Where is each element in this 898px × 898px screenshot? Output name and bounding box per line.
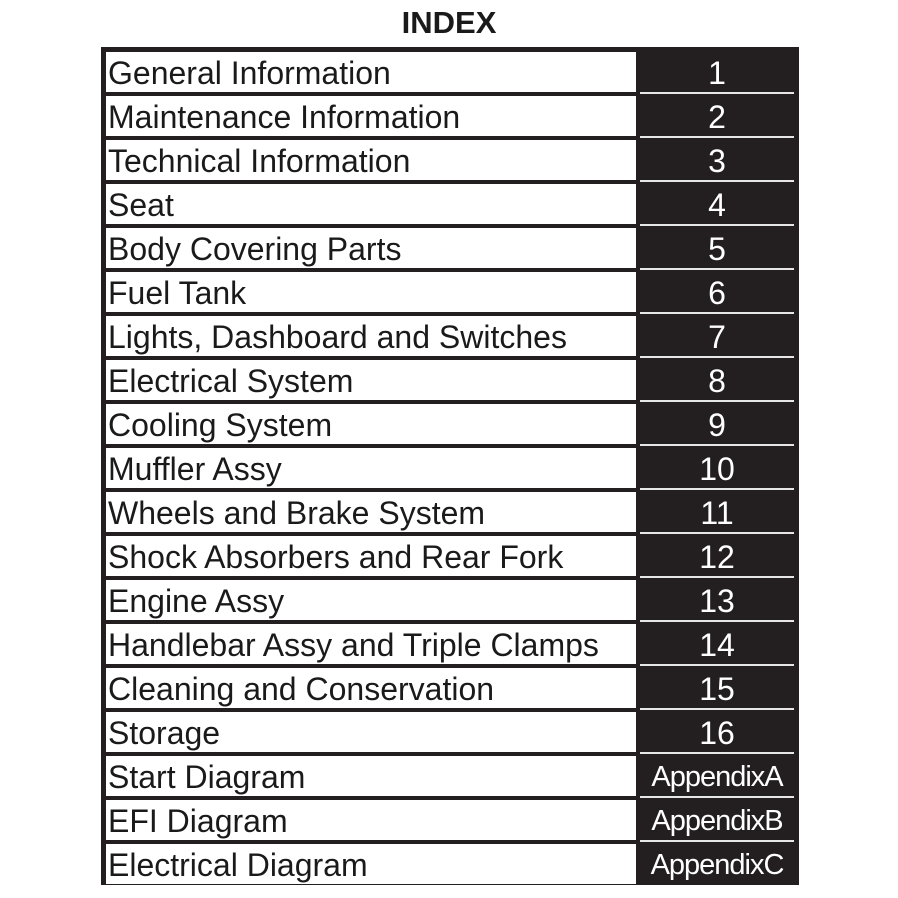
index-entry-label: Body Covering Parts [106,228,636,268]
index-row-fuel-tank[interactable] [106,272,799,316]
index-entry-label: Wheels and Brake System [106,492,636,532]
index-entry-number: 4 [640,184,794,226]
index-entry-number: 10 [640,448,794,490]
index-entry-number: AppendixC [650,849,784,881]
index-entry-number: 14 [640,624,794,666]
index-row-cleaning-conservation[interactable] [106,668,799,712]
index-entry-number: 11 [640,492,794,534]
index-row-muffler-assy[interactable] [106,448,799,492]
index-entry-number: 5 [640,228,794,270]
index-entry-label: Electrical Diagram [106,844,636,884]
index-entry-number: 15 [640,668,794,710]
index-row-technical-information[interactable] [106,140,799,184]
index-entry-label: Lights, Dashboard and Switches [106,316,636,356]
index-entry-number: 6 [640,272,794,314]
index-entry-label: Shock Absorbers and Rear Fork [106,536,636,576]
index-entry-label: Fuel Tank [106,272,636,312]
index-entry-label: Storage [106,712,636,752]
index-row-seat[interactable] [106,184,799,228]
index-entry-number: 9 [640,404,794,446]
index-entry-number: 2 [640,96,794,138]
index-entry-number: AppendixB [640,800,794,842]
index-row-start-diagram[interactable] [106,756,799,800]
index-entry-label: Technical Information [106,140,636,180]
index-entry-label: Start Diagram [106,756,636,796]
index-entry-label: Muffler Assy [106,448,636,488]
index-entry-label: EFI Diagram [106,800,636,840]
index-row-efi-diagram[interactable] [106,800,799,844]
index-entry-number: 3 [640,140,794,182]
page-title: INDEX [401,5,497,40]
index-row-shock-absorbers-rear-fork[interactable] [106,536,799,580]
index-row-wheels-brake-system[interactable] [106,492,799,536]
index-row-cooling-system[interactable] [106,404,799,448]
index-entry-number: 12 [640,536,794,578]
index-entry-number: 8 [640,360,794,402]
index-table [101,47,799,885]
index-entry-label: Electrical System [106,360,636,400]
index-entry-label: Seat [106,184,636,224]
index-row-engine-assy[interactable] [106,580,799,624]
index-entry-number: 13 [640,580,794,622]
index-entry-label: Handlebar Assy and Triple Clamps [106,624,636,664]
index-row-body-covering-parts[interactable] [106,228,799,272]
index-row-electrical-system[interactable] [106,360,799,404]
index-entry-label: General Information [106,52,636,92]
index-entry-number: 7 [640,316,794,358]
index-entry-number: 1 [640,52,794,94]
index-entry-label: Engine Assy [106,580,636,620]
index-row-general-information[interactable] [106,52,799,96]
index-row-storage[interactable] [106,712,799,756]
index-entry-label: Maintenance Information [106,96,636,136]
index-row-electrical-diagram[interactable] [106,844,799,888]
index-row-lights-dashboard-switches[interactable] [106,316,799,360]
index-entry-number: 16 [640,712,794,754]
index-entry-number: AppendixA [640,756,794,798]
index-row-handlebar-assy-triple-clamps[interactable] [106,624,799,668]
index-row-maintenance-information[interactable] [106,96,799,140]
index-entry-label: Cleaning and Conservation [106,668,636,708]
index-entry-label: Cooling System [106,404,636,444]
